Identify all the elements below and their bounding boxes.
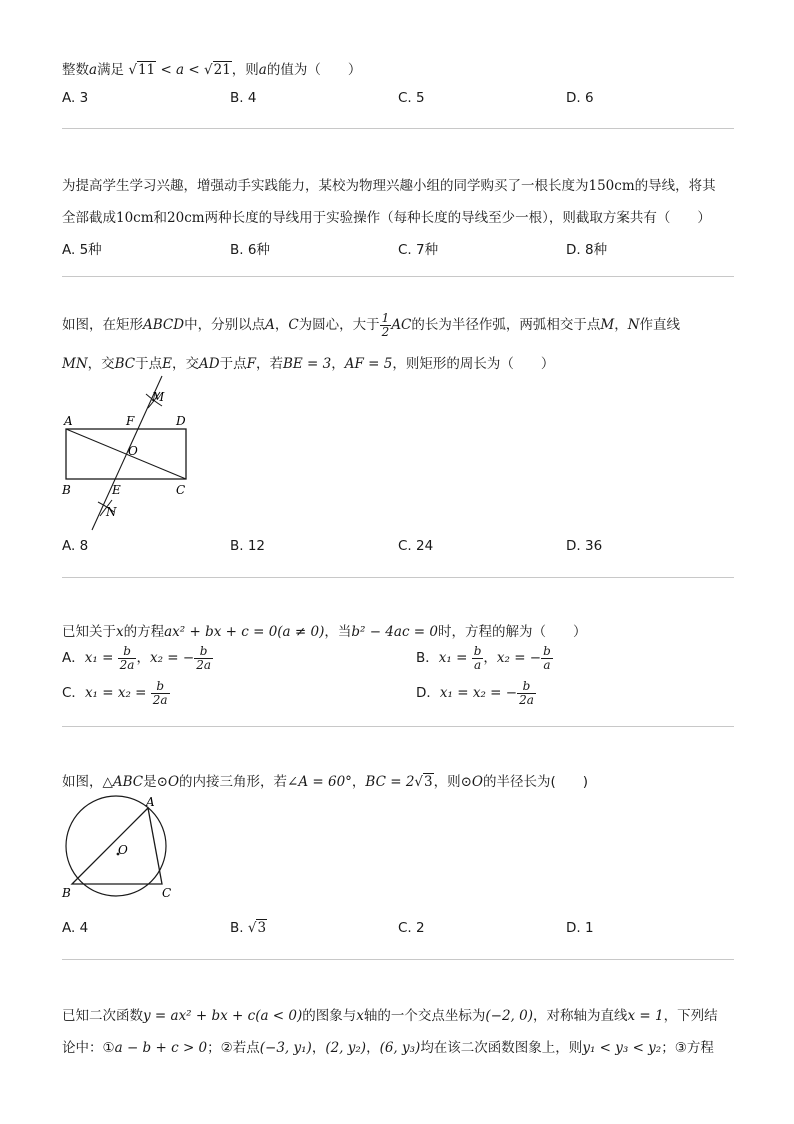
q3-fraction-half: $\frac{1}{2}$ — [381, 311, 390, 339]
label-m: M — [152, 390, 165, 404]
q3-option-c: C. 24 — [398, 538, 434, 554]
q1-option-c: C. 5 — [398, 90, 425, 106]
q3-rectangle-figure — [56, 372, 206, 532]
label-o: O — [118, 843, 128, 857]
q4-option-c: C．x₁ = x₂ = $\frac{b}{2a}$ — [62, 679, 168, 707]
label-a: A — [146, 795, 155, 809]
separator — [62, 959, 734, 960]
q6-stem-line1: 已知二次函数y = ax² + bx + c(a < 0)的图象与x轴的一个交点坐标为(−2, 0)，对称轴为直线x = 1，下列结 — [62, 1008, 718, 1024]
q3-stem-line2: MN，交BC于点E，交AD于点F，若BE = 3，AF = 5，则矩形的周长为（ ） — [62, 356, 555, 372]
q1-text: 满足 — [97, 62, 129, 78]
q5-option-b: B. √3 — [230, 920, 267, 936]
q6-stem-line2: 论中：①a − b + c > 0；②若点(−3, y₁)，(2, y₂)，(6, y₃)均在该二次函数图象上，则y₁ < y₃ < y₂；③方程 — [62, 1040, 714, 1056]
q1-var: a — [258, 62, 267, 78]
label-c: C — [176, 483, 186, 497]
label-n: N — [106, 505, 117, 519]
q5-option-d: D. 1 — [566, 920, 594, 936]
q1-option-b: B. 4 — [230, 90, 257, 106]
label-o: O — [128, 444, 138, 458]
q1-stem — [62, 58, 361, 78]
q2-option-a: A. 5种 — [62, 242, 102, 258]
q1-text: ，则 — [231, 62, 259, 78]
q2-stem-line2: 全部截成10cm和20cm两种长度的导线用于实验操作（每种长度的导线至少一根），则截取方案共有（ ） — [62, 210, 711, 226]
q5-circle-figure — [56, 794, 184, 904]
separator — [62, 128, 734, 129]
q1-option-d: D. 6 — [566, 90, 594, 106]
q2-stem-line1: 为提高学生学习兴趣，增强动手实践能力，某校为物理兴趣小组的同学购买了一根长度为150cm的导线，将其 — [62, 178, 716, 194]
q5-option-a: A. 4 — [62, 920, 89, 936]
q1-sqrt-11: √11 — [128, 62, 156, 78]
q4-option-a: A．x₁ = $\frac{b}{2a}$ ，x₂ = − $\frac{b}{2a}$ — [62, 644, 211, 672]
q2-option-b: B. 6种 — [230, 242, 270, 258]
q1-var: a — [89, 62, 98, 78]
q1-sqrt-21: √21 — [204, 62, 231, 78]
q5-option-c: C. 2 — [398, 920, 425, 936]
label-b: B — [62, 483, 71, 497]
q3-option-a: A. 8 — [62, 538, 89, 554]
q1-text: 整数 — [62, 62, 89, 78]
q4-option-d: D．x₁ = x₂ = − $\frac{b}{2a}$ — [416, 679, 534, 707]
triangle-abc — [72, 808, 162, 884]
q1-relation: < a < — [156, 62, 204, 78]
q3-stem-line1: 如图，在矩形ABCD中，分别以点A，C为圆心，大于 $\frac{1}{2}$ AC的长为半径作弧，两弧相交于点M，N作直线 — [62, 311, 681, 339]
label-b: B — [62, 886, 71, 900]
label-e: E — [112, 483, 121, 497]
q5-sqrt-3: √3 — [414, 774, 433, 790]
q5-stem: 如图，△ABC是⊙O的内接三角形，若∠A = 60°，BC = 2√3，则⊙O的半径长为( ) — [62, 774, 589, 790]
q4-stem: 已知关于x的方程ax² + bx + c = 0(a ≠ 0)，当b² − 4ac = 0时，方程的解为（ ） — [62, 624, 587, 640]
q1-option-a: A. 3 — [62, 90, 89, 106]
separator — [62, 577, 734, 578]
q4-option-b: B．x₁ = $\frac{b}{a}$ ，x₂ = − $\frac{b}{a}$ — [416, 644, 551, 672]
q1-text: 的值为（ ） — [266, 62, 362, 78]
q2-option-d: D. 8种 — [566, 242, 608, 258]
separator — [62, 276, 734, 277]
q2-option-c: C. 7种 — [398, 242, 439, 258]
label-c: C — [162, 886, 172, 900]
label-d: D — [176, 414, 186, 428]
label-f: F — [126, 414, 135, 428]
q3-option-d: D. 36 — [566, 538, 603, 554]
separator — [62, 726, 734, 727]
circle-o — [66, 796, 166, 896]
q3-option-b: B. 12 — [230, 538, 266, 554]
label-a: A — [64, 414, 73, 428]
